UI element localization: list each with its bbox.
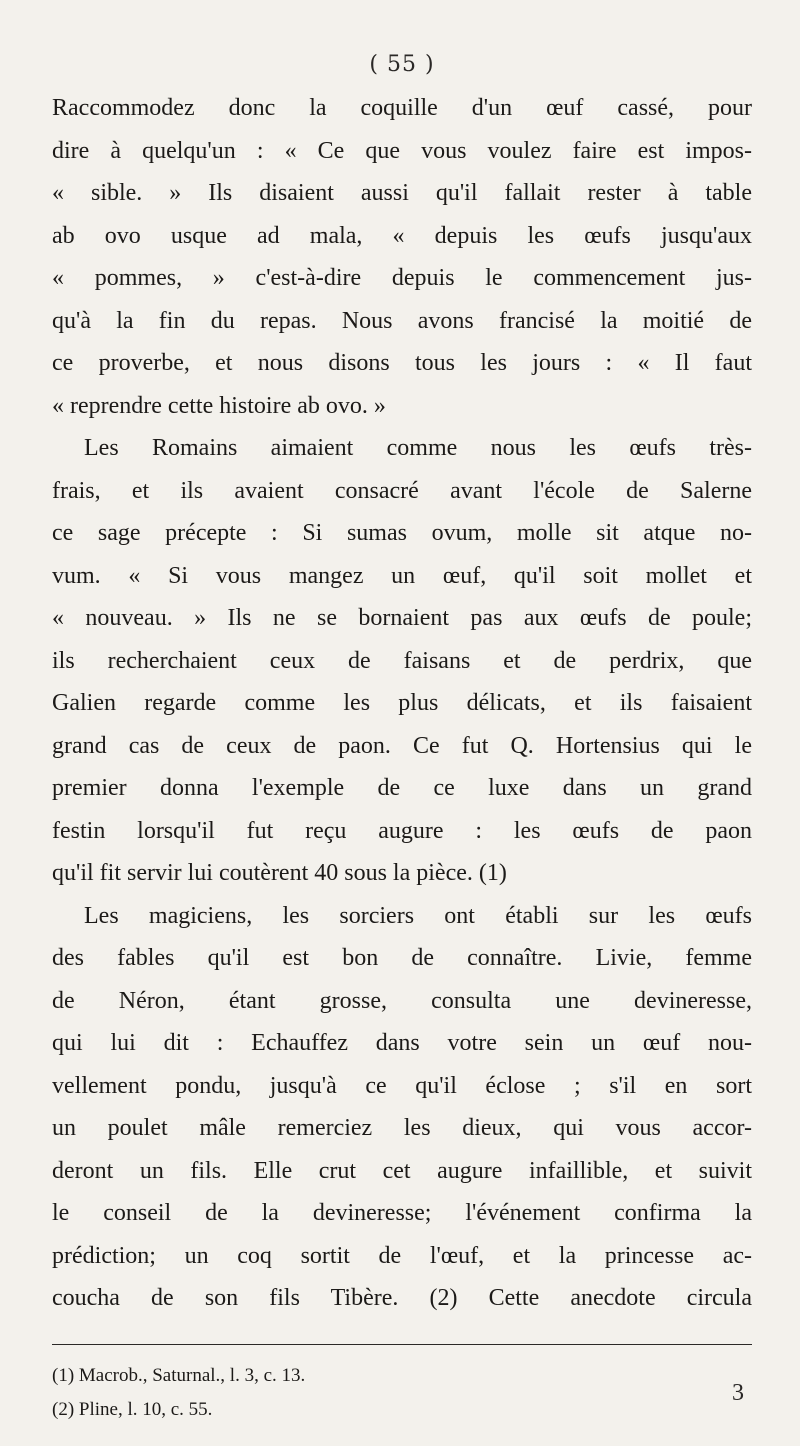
text-line: le conseil de la devineresse; l'événement confirma la [52, 1200, 752, 1226]
footnotes [52, 1359, 752, 1427]
text-line: qu'il fit servir lui coutèrent 40 sous la pièce. (1) [52, 860, 507, 886]
text-line: vum. « Si vous mangez un œuf, qu'il soit mollet et [52, 562, 752, 589]
text-line: ab ovo usque ad mala, « depuis les œufs jusqu'aux [52, 222, 752, 249]
text-line: un poulet mâle remerciez les dieux, qui vous accor- [52, 1115, 752, 1141]
text-line: ce sage précepte : Si sumas ovum, molle sit atque no- [52, 520, 752, 546]
text-line: de Néron, étant grosse, consulta une devineresse, [52, 987, 752, 1014]
paragraph-1 [52, 87, 752, 427]
text-line: « pommes, » c'est-à-dire depuis le commencement jus- [52, 265, 752, 291]
text-line: festin lorsqu'il fut reçu augure : les œufs de paon [52, 817, 752, 844]
main-text [52, 87, 752, 1320]
text-line: ils recherchaient ceux de faisans et de perdrix, que [52, 647, 752, 674]
text-line: qu'à la fin du repas. Nous avons francisé la moitié de [52, 307, 752, 334]
text-line: deront un fils. Elle crut cet augure infaillible, et suivit [52, 1157, 752, 1184]
page-number: ( 55 ) [369, 52, 435, 77]
paragraph-2 [52, 427, 752, 895]
text-line: ce proverbe, et nous disons tous les jours : « Il faut [52, 350, 752, 376]
text-line: « sible. » Ils disaient aussi qu'il fallait rester à table [52, 180, 752, 206]
text-line: des fables qu'il est bon de connaître. Livie, femme [52, 945, 752, 971]
text-line: Galien regarde comme les plus délicats, et ils faisaient [52, 690, 752, 716]
footnote-2: (2) Pline, l. 10, c. 55. [52, 1398, 213, 1420]
text-line: grand cas de ceux de paon. Ce fut Q. Hortensius qui le [52, 732, 752, 759]
footnote-divider [52, 1344, 752, 1345]
text-line: qui lui dit : Echauffez dans votre sein un œuf nou- [52, 1030, 752, 1056]
text-line: Raccommodez donc la coquille d'un œuf cassé, pour [52, 95, 752, 121]
text-line: premier donna l'exemple de ce luxe dans un grand [52, 775, 752, 801]
text-line: Les Romains aimaient comme nous les œufs très- [84, 435, 752, 461]
text-line: prédiction; un coq sortit de l'œuf, et la princesse ac- [52, 1242, 752, 1269]
text-line: « reprendre cette histoire ab ovo. » [52, 392, 386, 419]
text-line: frais, et ils avaient consacré avant l'école de Salerne [52, 477, 752, 504]
footnote-1: (1) Macrob., Saturnal., l. 3, c. 13. [52, 1364, 306, 1386]
text-line: Les magiciens, les sorciers ont établi sur les œufs [84, 902, 752, 929]
text-line: coucha de son fils Tibère. (2) Cette anecdote circula [52, 1285, 752, 1311]
paragraph-3 [52, 895, 752, 1320]
text-line: vellement pondu, jusqu'à ce qu'il éclose ; s'il en sort [52, 1072, 752, 1099]
signature-mark: 3 [732, 1380, 744, 1406]
text-line: dire à quelqu'un : « Ce que vous voulez faire est impos- [52, 137, 752, 164]
text-line: « nouveau. » Ils ne se bornaient pas aux œufs de poule; [52, 605, 752, 631]
